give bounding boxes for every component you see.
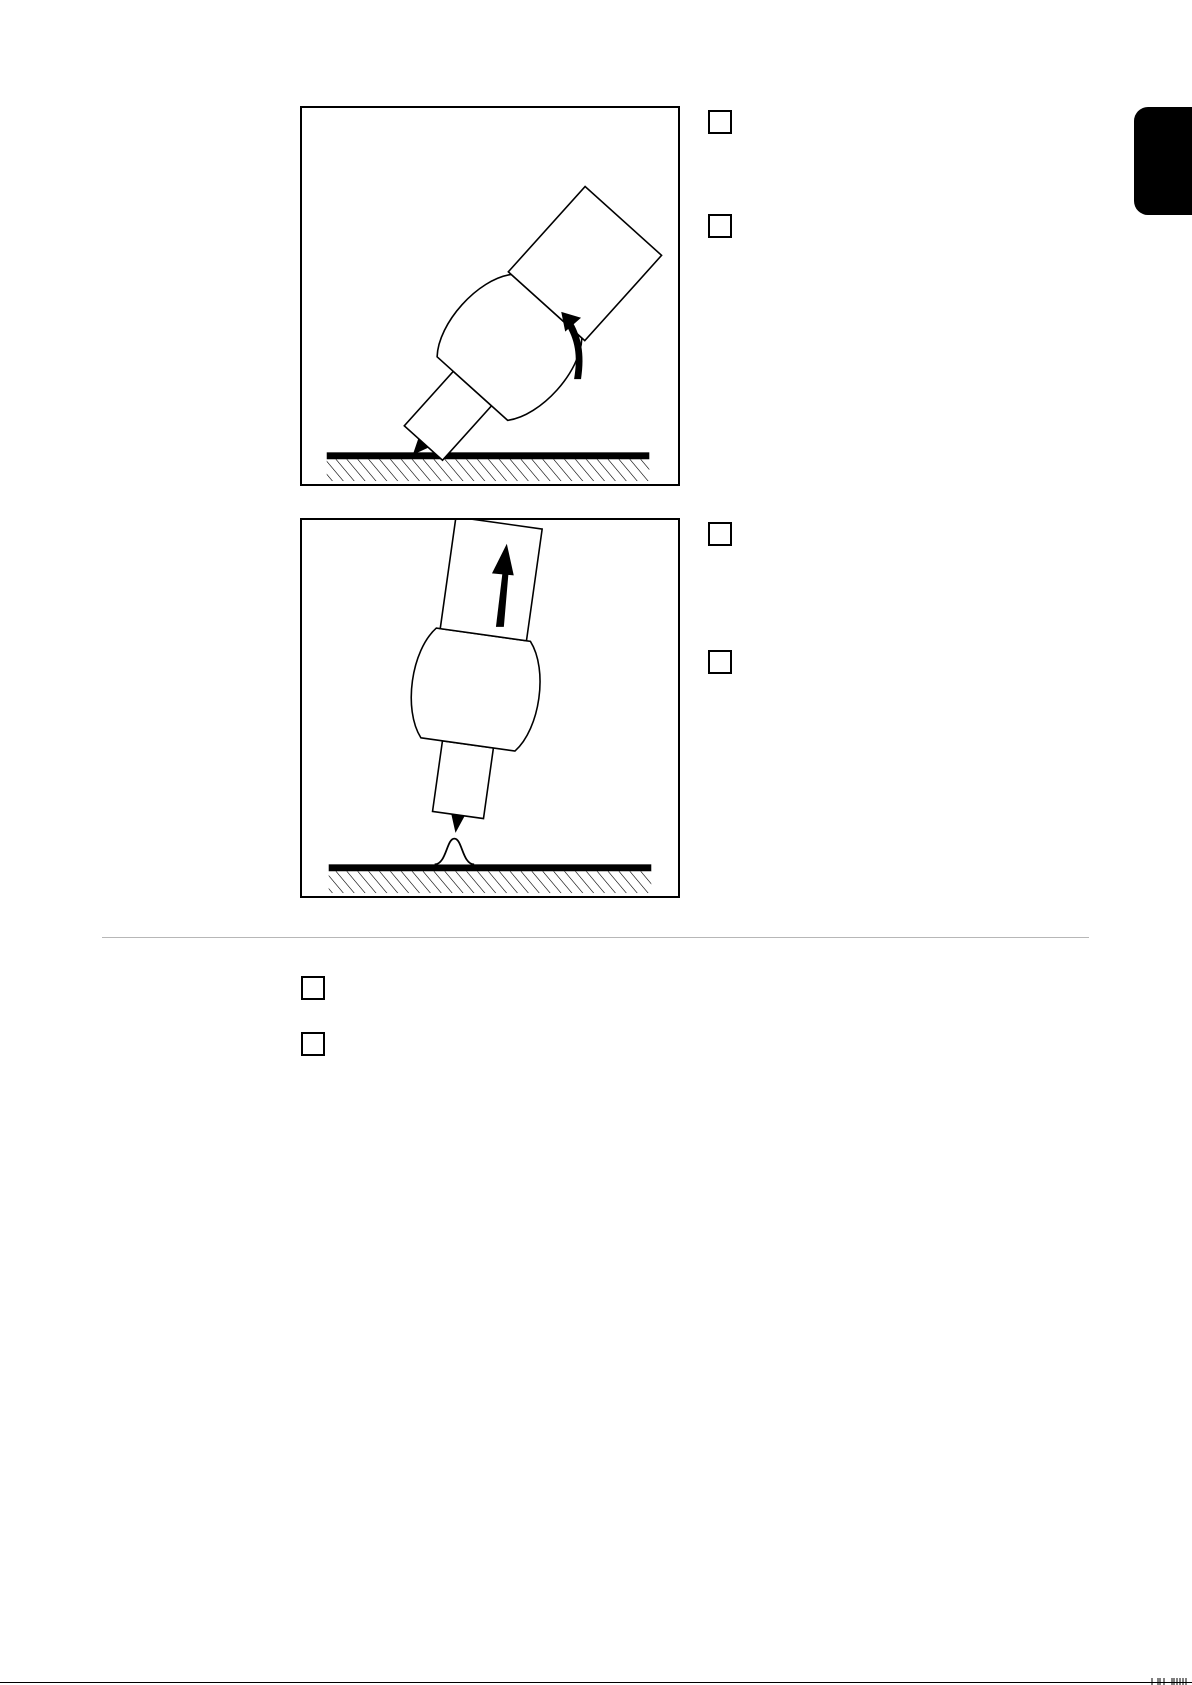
tungsten-electrode [450, 814, 464, 831]
welding-arc [435, 839, 475, 865]
torch-handle [440, 520, 542, 641]
workpiece-plate [329, 864, 652, 871]
footer-barcode-mark [1150, 1678, 1188, 1685]
step-checkbox-6 [301, 1032, 325, 1056]
torch-tilt-illustration [302, 108, 678, 484]
workpiece-hatching [329, 871, 652, 893]
workpiece-plate [327, 452, 650, 459]
footer-rule [0, 1682, 1192, 1683]
torch-tilt-figure [300, 106, 680, 486]
torch-lift-illustration [302, 520, 678, 896]
torch-lift-figure [300, 518, 680, 898]
tig-torch [367, 178, 671, 484]
torch-body [405, 626, 547, 754]
gas-nozzle [433, 741, 494, 819]
step-checkbox-5 [301, 976, 325, 1000]
tig-torch [393, 520, 563, 840]
step-checkbox-1 [708, 110, 732, 134]
chapter-tab-marker [1134, 107, 1192, 215]
workpiece-hatching [327, 459, 650, 481]
step-checkbox-2 [708, 214, 732, 238]
section-divider [102, 937, 1089, 938]
step-checkbox-4 [708, 650, 732, 674]
step-checkbox-3 [708, 522, 732, 546]
